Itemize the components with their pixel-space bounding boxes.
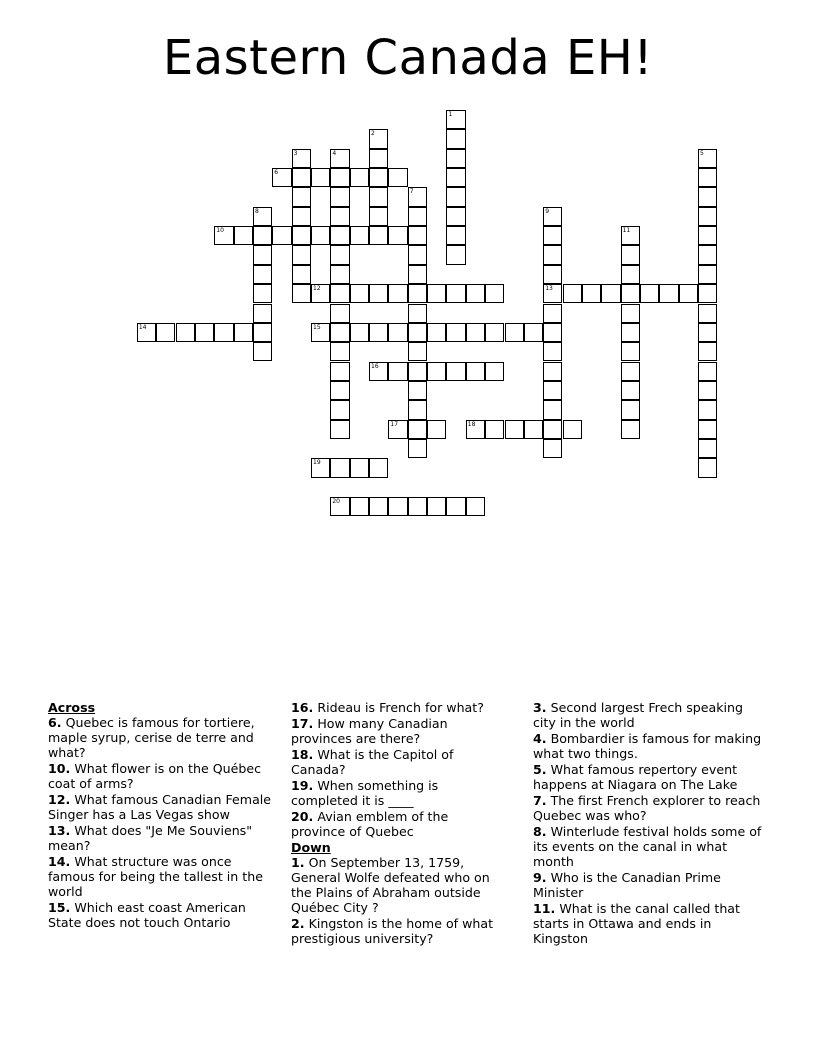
grid-cell[interactable] <box>369 168 388 187</box>
grid-cell[interactable] <box>543 265 562 284</box>
clue-number: 18. <box>291 747 314 762</box>
across-clue <box>48 900 280 930</box>
grid-cell[interactable] <box>446 129 465 148</box>
grid-cell[interactable] <box>698 323 717 342</box>
grid-cell[interactable] <box>698 420 717 439</box>
grid-cell[interactable] <box>388 226 407 245</box>
grid-cell[interactable] <box>543 420 562 439</box>
grid-cell[interactable] <box>176 323 195 342</box>
grid-cell[interactable] <box>698 458 717 477</box>
grid-cell[interactable] <box>369 497 388 516</box>
across-clue <box>291 716 505 746</box>
grid-cell[interactable] <box>543 304 562 323</box>
clue-text: Quebec is famous for tortiere, maple syrup, cerise de terre and what? <box>48 715 255 760</box>
grid-cell[interactable] <box>505 420 524 439</box>
grid-cell[interactable] <box>621 400 640 419</box>
clue-text: What does "Je Me Souviens" mean? <box>48 823 253 853</box>
clue-text: The first French explorer to reach Quebec was who? <box>533 793 761 823</box>
grid-cell[interactable] <box>195 323 214 342</box>
grid-cell[interactable] <box>292 226 311 245</box>
grid-cell[interactable] <box>543 323 562 342</box>
grid-cell[interactable] <box>446 284 465 303</box>
grid-cell[interactable] <box>408 420 427 439</box>
clue-text: Second largest Frech speaking city in the world <box>533 700 744 730</box>
grid-cell[interactable] <box>156 323 175 342</box>
grid-cell[interactable] <box>408 323 427 342</box>
grid-cell[interactable] <box>524 323 543 342</box>
down-clue <box>291 916 505 946</box>
clue-number-label: 12 <box>313 285 321 293</box>
clue-text: What is the Capitol of Canada? <box>291 747 454 777</box>
grid-cell[interactable] <box>350 226 369 245</box>
grid-cell[interactable] <box>408 400 427 419</box>
clue-text: Avian emblem of the province of Quebec <box>291 809 449 839</box>
grid-cell[interactable] <box>446 207 465 226</box>
clue-number-label: 20 <box>332 498 340 505</box>
clue-number: 5. <box>533 762 547 777</box>
grid-cell[interactable] <box>253 323 272 342</box>
grid-cell[interactable] <box>330 342 349 361</box>
grid-cell[interactable] <box>446 497 465 516</box>
clue-number-label: 18 <box>467 420 476 428</box>
down-clue <box>533 700 765 730</box>
clue-text: When something is completed it is ____ <box>291 778 439 808</box>
clue-number-label: 1 <box>448 111 453 118</box>
clue-number: 19. <box>291 778 314 793</box>
grid-cell[interactable] <box>350 284 369 303</box>
grid-cell[interactable] <box>292 245 311 264</box>
grid-cell[interactable] <box>350 168 369 187</box>
grid-cell[interactable] <box>582 284 601 303</box>
clue-number: 11. <box>533 901 556 916</box>
down-clue <box>291 855 505 915</box>
grid-cell[interactable] <box>408 497 427 516</box>
clue-number: 2. <box>291 916 305 931</box>
grid-cell[interactable] <box>505 323 524 342</box>
grid-cell[interactable] <box>698 265 717 284</box>
grid-cell[interactable] <box>446 187 465 206</box>
grid-cell[interactable] <box>253 265 272 284</box>
clue-number: 9. <box>533 870 547 885</box>
grid-cell[interactable] <box>698 304 717 323</box>
grid-cell[interactable] <box>563 420 582 439</box>
grid-cell[interactable] <box>621 323 640 342</box>
grid-cell[interactable] <box>698 362 717 381</box>
grid-cell[interactable] <box>369 323 388 342</box>
clue-text: Winterlude festival holds some of its events on the canal in what month <box>533 824 762 869</box>
clue-number: 17. <box>291 716 314 731</box>
clue-text: What structure was once famous for being the tallest in the world <box>48 854 263 899</box>
down-clue <box>533 793 765 823</box>
grid-cell[interactable] <box>485 362 504 381</box>
clue-number: 12. <box>48 792 71 807</box>
grid-cell[interactable] <box>543 226 562 245</box>
clue-text: On September 13, 1759, General Wolfe defeated who on the Plains of Abraham outside Québec City ? <box>291 855 490 915</box>
across-clue <box>291 778 505 808</box>
grid-cell[interactable] <box>292 207 311 226</box>
grid-cell[interactable] <box>659 284 678 303</box>
grid-cell[interactable] <box>698 226 717 245</box>
grid-cell[interactable] <box>330 458 349 477</box>
grid-cell[interactable] <box>601 284 620 303</box>
clue-number: 13. <box>48 823 71 838</box>
clue-number-label: 11 <box>622 227 631 235</box>
grid-cell[interactable] <box>369 187 388 206</box>
grid-cell[interactable] <box>388 284 407 303</box>
grid-cell[interactable] <box>621 342 640 361</box>
grid-cell[interactable] <box>466 284 485 303</box>
grid-cell[interactable] <box>543 439 562 458</box>
clue-number-label: 9 <box>545 207 550 215</box>
down-heading: Down <box>291 840 331 855</box>
grid-cell[interactable] <box>369 207 388 226</box>
grid-cell[interactable] <box>621 304 640 323</box>
grid-cell[interactable] <box>446 245 465 264</box>
grid-cell[interactable] <box>485 284 504 303</box>
grid-cell[interactable] <box>272 226 291 245</box>
grid-cell[interactable] <box>698 187 717 206</box>
clue-number-label: 4 <box>332 149 337 157</box>
clue-number: 8. <box>533 824 547 839</box>
clue-text: What famous Canadian Female Singer has a Las Vegas show <box>48 792 272 822</box>
grid-cell[interactable] <box>369 149 388 168</box>
grid-cell[interactable] <box>311 226 330 245</box>
grid-cell[interactable] <box>621 284 640 303</box>
across-clue <box>291 809 505 839</box>
grid-cell[interactable] <box>292 284 311 303</box>
clue-number-label: 8 <box>254 207 259 215</box>
across-clue <box>291 747 505 777</box>
grid-cell[interactable] <box>698 207 717 226</box>
clue-text: Kingston is the home of what prestigious university? <box>291 916 494 946</box>
grid-cell[interactable] <box>330 323 349 342</box>
grid-cell[interactable] <box>388 323 407 342</box>
across-clue <box>48 715 280 760</box>
grid-cell[interactable] <box>621 362 640 381</box>
clue-number-label: 16 <box>371 362 379 370</box>
across-clue <box>48 823 280 853</box>
down-clue <box>533 824 765 869</box>
across-heading: Across <box>48 700 96 715</box>
clue-number: 7. <box>533 793 547 808</box>
grid-cell[interactable] <box>350 497 369 516</box>
grid-cell[interactable] <box>408 362 427 381</box>
grid-cell[interactable] <box>408 342 427 361</box>
grid-cell[interactable] <box>408 284 427 303</box>
clue-number: 16. <box>291 700 314 715</box>
clue-number: 6. <box>48 715 62 730</box>
clue-number-label: 14 <box>138 323 147 331</box>
clue-number: 1. <box>291 855 305 870</box>
grid-cell[interactable] <box>253 304 272 323</box>
clue-number: 15. <box>48 900 71 915</box>
grid-cell[interactable] <box>698 381 717 400</box>
grid-cell[interactable] <box>446 149 465 168</box>
grid-cell[interactable] <box>330 226 349 245</box>
clue-number-label: 17 <box>390 420 399 428</box>
grid-cell[interactable] <box>679 284 698 303</box>
grid-cell[interactable] <box>330 265 349 284</box>
clue-text: Who is the Canadian Prime Minister <box>533 870 721 900</box>
grid-cell[interactable] <box>311 168 330 187</box>
across-clue <box>48 854 280 899</box>
clue-number-label: 2 <box>371 130 375 138</box>
grid-cell[interactable] <box>427 420 446 439</box>
grid-cell[interactable] <box>466 497 485 516</box>
grid-cell[interactable] <box>292 168 311 187</box>
grid-cell[interactable] <box>698 439 717 458</box>
clue-number-label: 15 <box>313 323 321 331</box>
grid-cell[interactable] <box>369 284 388 303</box>
clue-text: What flower is on the Québec coat of arms? <box>48 761 262 791</box>
grid-cell[interactable] <box>408 245 427 264</box>
grid-cell[interactable] <box>330 420 349 439</box>
grid-cell[interactable] <box>330 187 349 206</box>
grid-cell[interactable] <box>543 381 562 400</box>
grid-cell[interactable] <box>388 497 407 516</box>
grid-cell[interactable] <box>485 323 504 342</box>
clue-text: Bombardier is famous for making what two things. <box>533 731 762 761</box>
grid-cell[interactable] <box>563 284 582 303</box>
grid-cell[interactable] <box>466 323 485 342</box>
grid-cell[interactable] <box>446 168 465 187</box>
clue-number: 4. <box>533 731 547 746</box>
grid-cell[interactable] <box>524 420 543 439</box>
clue-text: Which east coast American State does not touch Ontario <box>48 900 246 930</box>
grid-cell[interactable] <box>330 245 349 264</box>
down-clue <box>533 762 765 792</box>
grid-cell[interactable] <box>369 226 388 245</box>
grid-cell[interactable] <box>408 381 427 400</box>
grid-cell[interactable] <box>330 381 349 400</box>
grid-cell[interactable] <box>543 342 562 361</box>
grid-cell[interactable] <box>330 207 349 226</box>
clue-number: 14. <box>48 854 71 869</box>
clue-number: 20. <box>291 809 314 824</box>
grid-cell[interactable] <box>253 342 272 361</box>
grid-cell[interactable] <box>466 362 485 381</box>
grid-cell[interactable] <box>427 323 446 342</box>
grid-cell[interactable] <box>698 400 717 419</box>
clue-number: 3. <box>533 700 547 715</box>
grid-cell[interactable] <box>446 323 465 342</box>
grid-cell[interactable] <box>330 400 349 419</box>
grid-cell[interactable] <box>408 265 427 284</box>
grid-cell[interactable] <box>427 497 446 516</box>
grid-cell[interactable] <box>408 207 427 226</box>
clue-number-label: 3 <box>293 149 298 157</box>
grid-cell[interactable] <box>234 323 253 342</box>
across-clue <box>48 761 280 791</box>
grid-cell[interactable] <box>485 420 504 439</box>
grid-cell[interactable] <box>292 187 311 206</box>
grid-cell[interactable] <box>446 226 465 245</box>
clues-column-3 <box>533 700 765 947</box>
grid-cell[interactable] <box>253 226 272 245</box>
grid-cell[interactable] <box>330 284 349 303</box>
grid-cell[interactable] <box>698 245 717 264</box>
grid-cell[interactable] <box>388 168 407 187</box>
grid-cell[interactable] <box>621 265 640 284</box>
grid-cell[interactable] <box>330 304 349 323</box>
grid-cell[interactable] <box>698 168 717 187</box>
clues-column-2 <box>291 700 505 947</box>
across-clue <box>48 792 280 822</box>
grid-cell[interactable] <box>388 362 407 381</box>
grid-cell[interactable] <box>214 323 233 342</box>
clues-column-1 <box>48 700 280 931</box>
down-clue <box>533 901 765 946</box>
grid-cell[interactable] <box>369 458 388 477</box>
grid-cell[interactable] <box>427 284 446 303</box>
clue-number-label: 19 <box>313 459 321 467</box>
clue-number-label: 7 <box>409 188 414 196</box>
clue-text: Rideau is French for what? <box>317 700 484 715</box>
puzzle-title: Eastern Canada EH! <box>162 30 654 86</box>
grid-cell[interactable] <box>640 284 659 303</box>
grid-cell[interactable] <box>234 226 253 245</box>
grid-cell[interactable] <box>543 362 562 381</box>
clue-number-label: 6 <box>274 169 279 177</box>
clue-text: What is the canal called that starts in Ottawa and ends in Kingston <box>533 901 740 946</box>
grid-cell[interactable] <box>698 284 717 303</box>
grid-cell[interactable] <box>253 245 272 264</box>
grid-cell[interactable] <box>408 226 427 245</box>
grid-cell[interactable] <box>408 304 427 323</box>
grid-cell[interactable] <box>621 381 640 400</box>
grid-cell[interactable] <box>350 458 369 477</box>
clue-number: 10. <box>48 761 71 776</box>
clue-number-label: 10 <box>216 227 224 235</box>
grid-cell[interactable] <box>350 323 369 342</box>
down-clue <box>533 870 765 900</box>
down-clue <box>533 731 765 761</box>
grid-cell[interactable] <box>292 265 311 284</box>
clue-text: What famous repertory event happens at Niagara on The Lake <box>533 762 738 792</box>
grid-cell[interactable] <box>543 400 562 419</box>
grid-cell[interactable] <box>253 284 272 303</box>
grid-cell[interactable] <box>543 245 562 264</box>
grid-cell[interactable] <box>330 168 349 187</box>
clue-number-label: 13 <box>545 285 553 293</box>
clue-number-label: 5 <box>700 149 704 157</box>
grid-cell[interactable] <box>408 439 427 458</box>
grid-cell[interactable] <box>698 342 717 361</box>
clue-text: How many Canadian provinces are there? <box>291 716 448 746</box>
grid-cell[interactable] <box>621 245 640 264</box>
grid-cell[interactable] <box>446 362 465 381</box>
across-clue <box>291 700 505 715</box>
grid-cell[interactable] <box>621 420 640 439</box>
grid-cell[interactable] <box>427 362 446 381</box>
grid-cell[interactable] <box>330 362 349 381</box>
